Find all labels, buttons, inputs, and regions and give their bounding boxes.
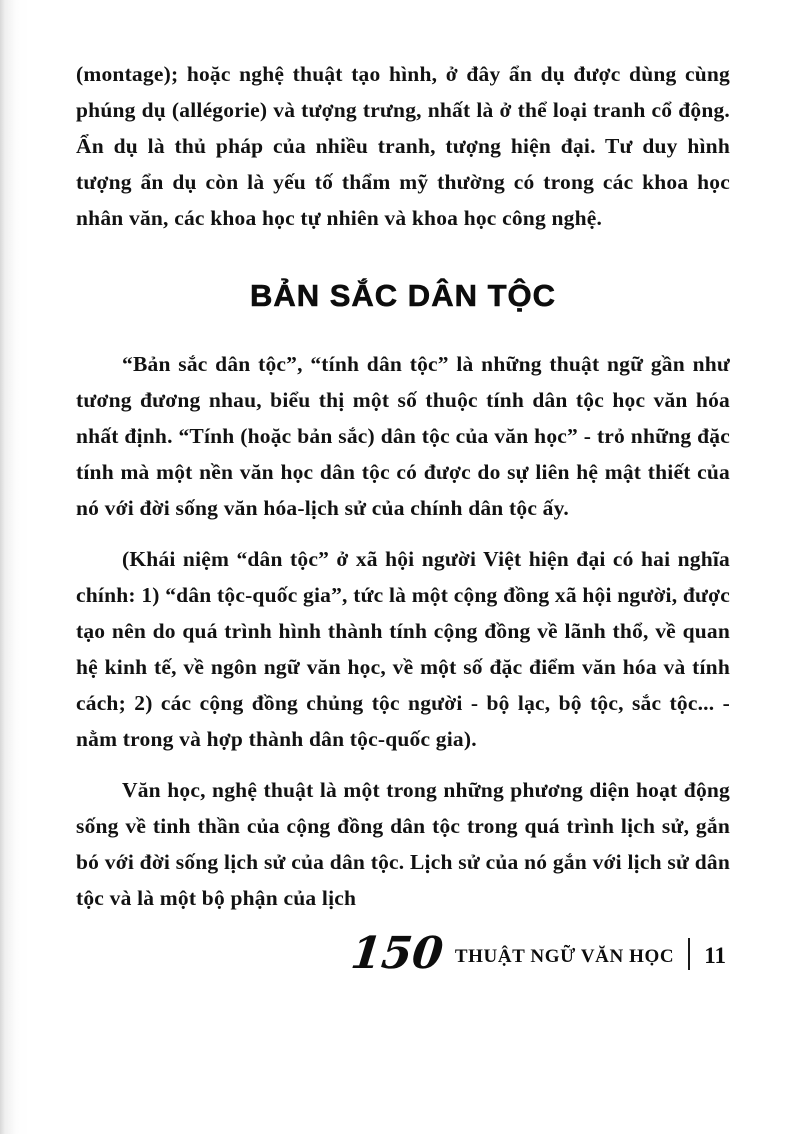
body-paragraph: (Khái niệm “dân tộc” ở xã hội người Việt hiện đại có hai nghĩa chính: 1) “dân tộc-quốc gia”, tức là một cộng đồng xã hội người, được tạo nên do quá trình hình thành tính cộng đồng về lãnh thổ, về quan hệ kinh tế, về ngôn ngữ văn học, về một số đặc điểm văn hóa và tính cách; 2) các cộng đồng chủng tộc người - bộ lạc, bộ tộc, sắc tộc... - nằm trong và hợp thành dân tộc-quốc gia). [76, 547, 730, 751]
series-number: 150 [348, 928, 446, 979]
entry-heading: BẢN SẮC DÂN TỘC [249, 278, 557, 313]
continuation-paragraph: (montage); hoặc nghệ thuật tạo hình, ở đây ẩn dụ được dùng cùng phúng dụ (allégorie) và tượng trưng, nhất là ở thể loại tranh cổ động. Ẩn dụ là thủ pháp của nhiều tranh, tượng hiện đại. Tư duy hình tượng ẩn dụ còn là yếu tố thẩm mỹ thường có trong các khoa học nhân văn, các khoa học tự nhiên và khoa học công nghệ. [76, 62, 730, 230]
footer-divider [688, 938, 690, 970]
body-paragraph: Văn học, nghệ thuật là một trong những phương diện hoạt động sống về tinh thần của cộng đồng dân tộc trong quá trình lịch sử, gắn bó với đời sống lịch sử của dân tộc. Lịch sử của nó gắn với lịch sử dân tộc và là một bộ phận của lịch [76, 778, 730, 910]
page-footer [76, 928, 730, 979]
page-number: 11 [704, 943, 726, 968]
body-paragraph: “Bản sắc dân tộc”, “tính dân tộc” là những thuật ngữ gần như tương đương nhau, biểu thị một số thuộc tính dân tộc học văn hóa nhất định. “Tính (hoặc bản sắc) dân tộc của văn học” - trỏ những đặc tính mà một nền văn học dân tộc có được do sự liên hệ mật thiết của nó với đời sống văn hóa-lịch sử của chính dân tộc ấy. [76, 352, 730, 520]
series-title: THUẬT NGỮ VĂN HỌC [454, 946, 675, 967]
